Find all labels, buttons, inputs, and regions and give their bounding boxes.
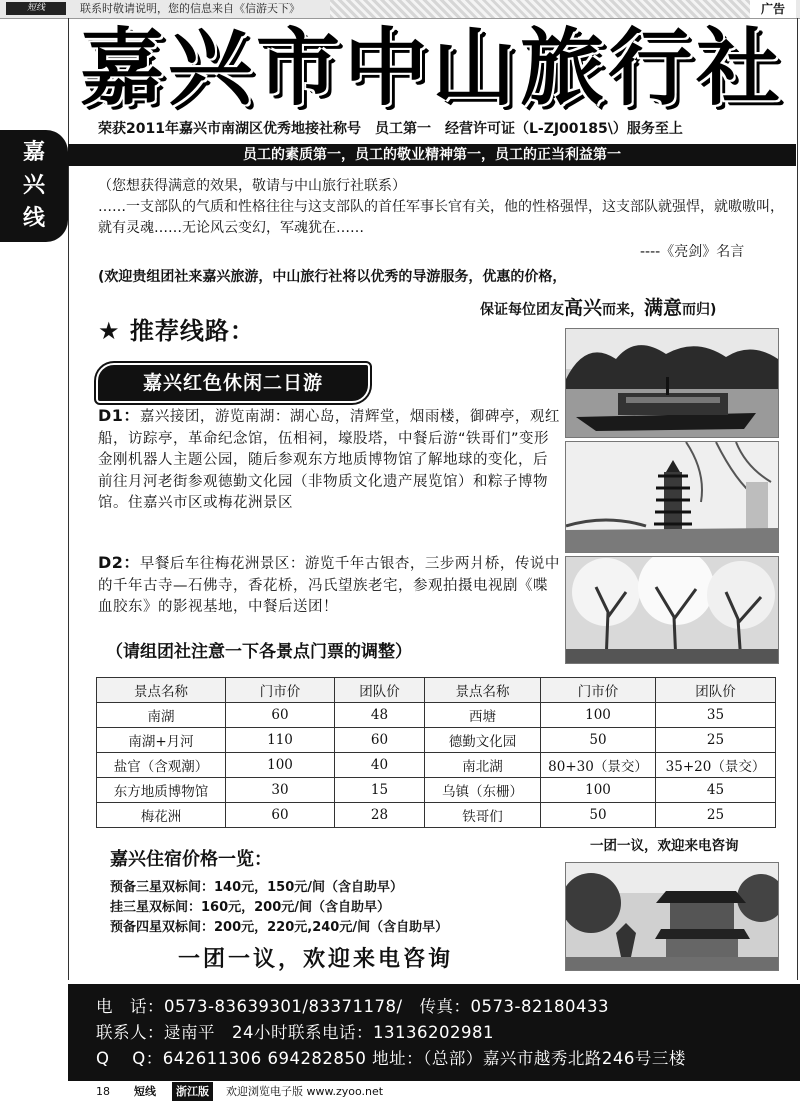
contact-person-line: 联系人：逯南平 24小时联系电话：13136202981 <box>96 1023 494 1042</box>
table-cell: 乌镇（东栅） <box>425 778 541 803</box>
table-cell: 28 <box>335 803 425 828</box>
promise-highlight-2: 满意 <box>644 297 683 319</box>
section-name: 短线 <box>134 1085 156 1098</box>
source-notice: 联系时敬请说明，您的信息来自《信游天下》 <box>80 2 300 15</box>
hatch-decoration <box>330 0 750 18</box>
photo-pagoda <box>565 441 779 553</box>
province-badge: 浙江版 <box>172 1082 213 1101</box>
table-cell: 50 <box>541 803 656 828</box>
hotel-price-heading: 嘉兴住宿价格一览： <box>110 849 272 870</box>
table-cell: 48 <box>335 703 425 728</box>
promise-end: 而归) <box>682 302 717 318</box>
header-cell: 团队价 <box>656 678 776 703</box>
table-cell: 南湖 <box>97 703 226 728</box>
magazine-logo: 短线 <box>6 2 66 15</box>
honor-line: 荣获2011年嘉兴市南湖区优秀地接社称号 员工第一 经营许可证（L-ZJ00185\）服务至上 <box>98 121 683 137</box>
contact-panel <box>68 984 800 1081</box>
table-cell: 35 <box>656 703 776 728</box>
promise-mid: 而来， <box>602 302 645 318</box>
side-tab-label: 嘉兴线 <box>22 140 45 231</box>
table-cell: 100 <box>226 753 335 778</box>
photo-temple <box>565 862 779 971</box>
table-cell: 南湖+月河 <box>97 728 226 753</box>
table-cell: 东方地质博物馆 <box>97 778 226 803</box>
table-cell: 35+20（景交） <box>656 753 776 778</box>
contact-phone-line: 电 话：0573-83639301/83371178/ 传真：0573-82180433 <box>96 997 609 1016</box>
day-1-label: D1： <box>98 406 140 425</box>
top-bar <box>0 0 800 19</box>
table-cell: 30 <box>226 778 335 803</box>
table-cell: 45 <box>656 778 776 803</box>
consult-note: 一团一议，欢迎来电咨询 <box>590 838 739 854</box>
table-cell: 西塘 <box>425 703 541 728</box>
page-footer <box>0 1082 800 1101</box>
photo-plum-blossom <box>565 556 779 664</box>
table-row <box>97 778 776 803</box>
quote-source: ----《亮剑》名言 <box>640 244 745 260</box>
intro-line: （您想获得满意的效果，敬请与中山旅行社联系） <box>98 178 406 194</box>
table-cell: 铁哥们 <box>425 803 541 828</box>
day-2-itinerary <box>98 552 560 619</box>
table-cell: 110 <box>226 728 335 753</box>
ticket-notice: （请组团社注意一下各景点门票的调整） <box>106 642 412 662</box>
hotel-item: 挂三星双标间：160元，200元/间（含自助早） <box>110 900 391 915</box>
table-row <box>97 753 776 778</box>
table-row <box>97 703 776 728</box>
table-row <box>97 728 776 753</box>
table-cell: 50 <box>541 728 656 753</box>
day-2-text: 早餐后车往梅花洲景区：游览千年古银杏，三步两爿桥，传说中的千年古寺—石佛寺，香花桥，冯氏望族老宅，参观拍摄电视剧《喋血胶东》的影视基地，中餐后送团！ <box>98 556 560 615</box>
slogan-bar: 员工的素质第一，员工的敬业精神第一，员工的正当利益第一 <box>68 144 796 166</box>
contact-qq-address-line: Q Q：642611306 694282850 地址：（总部）嘉兴市越秀北路246号三楼 <box>96 1049 686 1068</box>
promise-pre: 保证每位团友 <box>480 302 564 318</box>
header-cell: 景点名称 <box>425 678 541 703</box>
table-cell: 15 <box>335 778 425 803</box>
table-cell: 25 <box>656 803 776 828</box>
consult-banner: 一团一议，欢迎来电咨询 <box>178 947 454 972</box>
table-cell: 60 <box>226 803 335 828</box>
photo-red-boat <box>565 328 779 438</box>
quote-text: ……一支部队的气质和性格往往与这支部队的首任军事长官有关，他的性格强悍，这支部队就强悍，就嗷嗷叫，就有灵魂……无论风云变幻，军魂犹在…… <box>98 199 784 236</box>
header-cell: 景点名称 <box>97 678 226 703</box>
header-cell: 团队价 <box>335 678 425 703</box>
site-link[interactable]: 欢迎浏览电子版 www.zyoo.net <box>226 1085 384 1098</box>
table-cell: 60 <box>226 703 335 728</box>
hotel-item: 预备四星双标间：200元，220元,240元/间（含自助早） <box>110 920 449 935</box>
hotel-item: 预备三星双标间：140元，150元/间（含自助早） <box>110 880 404 895</box>
welcome-text: (欢迎贵组团社来嘉兴旅游，中山旅行社将以优秀的导游服务，优惠的价格， <box>98 269 567 285</box>
day-1-text: 嘉兴接团，游览南湖：湖心岛，清辉堂，烟雨楼，御碑亭，观红船，访踪亭，革命纪念馆，伍相祠，壕股塔，中餐后游“铁哥们”变形金刚机器人主题公园，随后参观东方地质博物馆了解地球的变化，后前往月河老街参观德勤文化园（非物质文化遗产展览馆）和粽子博物馆。住嘉兴市区或梅花洲景区 <box>98 409 560 511</box>
page-number: 18 <box>96 1085 110 1098</box>
table-header-row <box>97 678 776 703</box>
ad-label: 广告 <box>750 0 796 18</box>
side-tab <box>0 130 68 242</box>
table-cell: 盐官（含观潮） <box>97 753 226 778</box>
header-cell: 门市价 <box>226 678 335 703</box>
ticket-price-table <box>96 677 776 828</box>
table-cell: 60 <box>335 728 425 753</box>
table-cell: 80+30（景交） <box>541 753 656 778</box>
promise-text <box>480 295 716 323</box>
day-2-label: D2： <box>98 553 140 572</box>
table-cell: 25 <box>656 728 776 753</box>
table-row <box>97 803 776 828</box>
table-cell: 100 <box>541 778 656 803</box>
table-cell: 南北湖 <box>425 753 541 778</box>
table-cell: 梅花洲 <box>97 803 226 828</box>
table-cell: 100 <box>541 703 656 728</box>
recommended-routes-heading: ★ 推荐线路： <box>98 317 255 345</box>
table-cell: 德勤文化园 <box>425 728 541 753</box>
agency-title: 嘉兴市中山旅行社 <box>79 19 784 117</box>
route-name-banner: 嘉兴红色休闲二日游 <box>96 363 370 403</box>
header-cell: 门市价 <box>541 678 656 703</box>
table-cell: 40 <box>335 753 425 778</box>
day-1-itinerary <box>98 405 560 515</box>
promise-highlight-1: 高兴 <box>564 297 603 319</box>
